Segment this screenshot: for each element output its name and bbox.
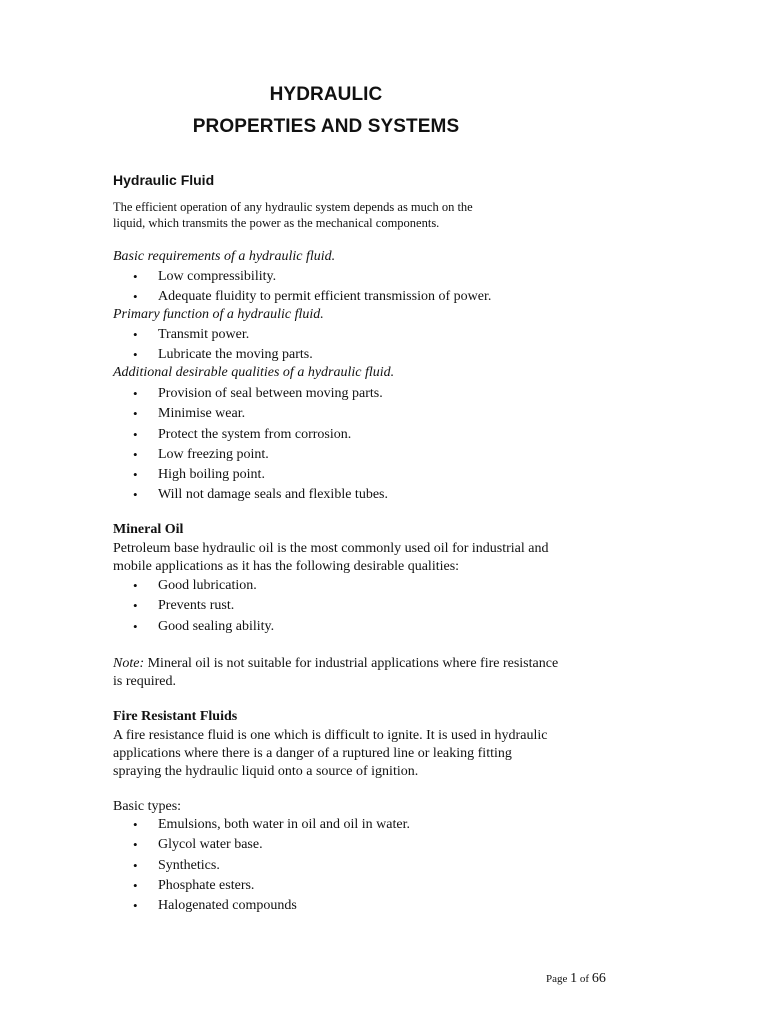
primary-function-heading: Primary function of a hydraulic fluid. [113,307,324,322]
bullet-icon: • [133,837,138,853]
list-item: • Glycol water base. [133,837,263,853]
list-item: • Provision of seal between moving parts. [133,386,383,401]
list-item: • Synthetics. [133,857,220,873]
bullet-icon: • [133,877,138,893]
basic-requirements-list [113,268,491,309]
bullet-icon: • [133,618,138,634]
list-item: • Adequate fluidity to permit efficient transmission of power. [133,289,492,305]
bullet-icon: • [133,817,138,832]
bullet-icon: • [133,578,138,593]
basic-types-list [113,816,410,917]
list-item: • Lubricate the moving parts. [133,347,313,363]
section-heading-fire-resistant: Fire Resistant Fluids [113,709,238,724]
fire-resistant-paragraph [113,727,633,781]
document-title-line1: HYDRAULIC [269,84,383,105]
bullet-icon: • [133,487,138,503]
list-item: • Protect the system from corrosion. [133,426,352,442]
paragraph-line: mobile applications as it has the following desirable qualities: [113,559,460,574]
list-item: • Low compressibility. [133,269,277,284]
list-item: • High boiling point. [133,467,265,483]
bullet-icon: • [133,857,138,873]
note-line: Note: Mineral oil is not suitable for industrial applications where fire resistance [113,656,559,671]
list-item: • Good sealing ability. [133,618,275,634]
basic-types-label: Basic types: [113,799,182,814]
primary-function-list [113,326,313,367]
section-heading-mineral-oil: Mineral Oil [113,522,184,537]
bullet-icon: • [133,386,138,401]
list-item: • Transmit power. [133,327,250,342]
mineral-oil-paragraph [113,540,613,576]
intro-line: liquid, which transmits the power as the mechanical components. [113,216,440,230]
additional-qualities-list [113,385,388,507]
bullet-icon: • [133,598,138,614]
list-item: • Low freezing point. [133,446,269,462]
bullet-icon: • [133,426,138,442]
paragraph-line: spraying the hydraulic liquid onto a source of ignition. [113,764,419,779]
page-number [546,971,606,987]
section-heading-hydraulic-fluid: Hydraulic Fluid [113,172,215,188]
document-title-line2: PROPERTIES AND SYSTEMS [192,116,460,137]
paragraph-line: A fire resistance fluid is one which is difficult to ignite. It is used in hydraulic [113,728,548,743]
bullet-icon: • [133,898,138,914]
note-label: Note: [113,656,145,671]
intro-line: The efficient operation of any hydraulic system depends as much on the [113,200,473,214]
mineral-oil-list [113,577,274,638]
bullet-icon: • [133,269,138,284]
list-item: • Minimise wear. [133,406,246,422]
bullet-icon: • [133,467,138,483]
paragraph-line: applications where there is a danger of a ruptured line or leaking fitting [113,746,512,761]
bullet-icon: • [133,446,138,462]
bullet-icon: • [133,347,138,363]
bullet-icon: • [133,289,138,305]
bullet-icon: • [133,406,138,422]
list-item: • Prevents rust. [133,598,235,614]
bullet-icon: • [133,327,138,342]
paragraph-line: Petroleum base hydraulic oil is the most commonly used oil for industrial and [113,541,549,556]
mineral-oil-note [113,655,633,691]
list-item: • Good lubrication. [133,578,257,593]
of-word: of [577,973,592,985]
additional-qualities-heading: Additional desirable qualities of a hydraulic fluid. [113,365,395,380]
list-item: • Emulsions, both water in oil and oil in water. [133,817,410,832]
list-item: • Phosphate esters. [133,877,255,893]
list-item: • Halogenated compounds [133,898,297,914]
basic-requirements-heading: Basic requirements of a hydraulic fluid. [113,249,336,264]
list-item: • Will not damage seals and flexible tubes. [133,487,388,503]
page-current: 1 [570,971,578,986]
page-total: 66 [591,971,606,986]
note-line: is required. [113,674,176,689]
page-word: Page [546,973,571,985]
hydraulic-fluid-intro [113,199,533,231]
